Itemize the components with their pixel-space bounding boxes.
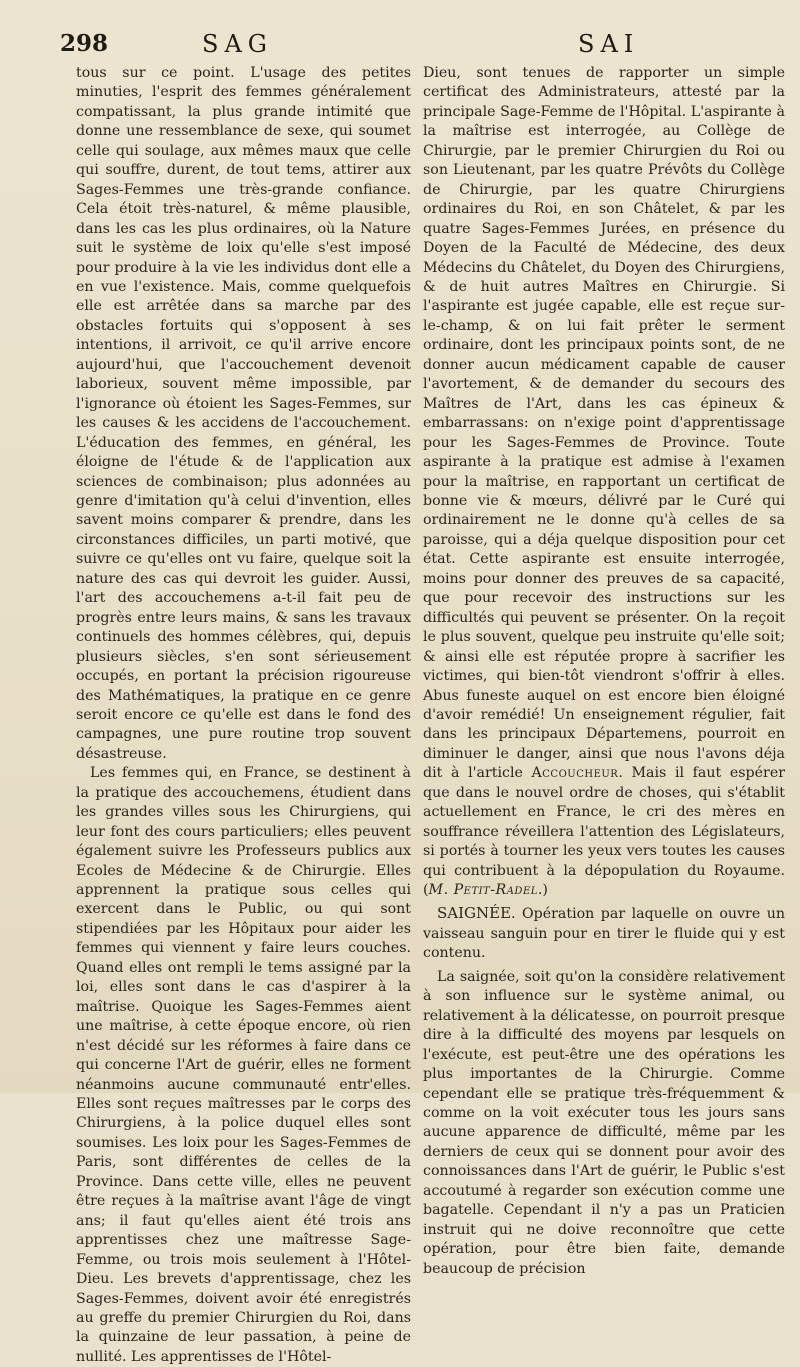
right-column [423,64,785,1277]
continuation-text: Dieu, sont tenues de rapporter un simple certificat des Administrateurs, attesté par la principale Sage-Femme de l'Hôpital. L'aspirante à la maîtrise est interrogée, au Collège de Chirurgie, par le premier Chirurgien du Roi ou son Lieutenant, par les quatre Prévôts du Collège de Chirurgie, par les quatre Chirurgiens ordinaires du Roi, en son Châtelet, & par les quatre Sages-Femmes Jurées, en présence du Doyen de la Faculté de Médecine, des deux Médecins du Châtelet, du Doyen des Chirurgiens, & de huit autres Maîtres en Chirurgie. Si l'aspirante est jugée capable, elle est reçue sur-le-champ, & on lui fait prêter le serment ordinaire, dont les principaux points sont, de ne donner aucun médicament capable de causer l'avortement, & de demander du secours des Maîtres de l'Art, dans les cas épineux & embarrassans: on n'exige point d'apprentissage pour les Sages-Femmes de Province. Toute aspirante à la pratique est admise à l'examen pour la maîtrise, en rapportant un certificat de bonne vie & mœurs, délivré par le Curé qui ordinairement ne le donne qu'à celles de sa paroisse, qui a déja quelque disposition pour cet état. Cette aspirante est ensuite interrogée, moins pour donner des preuves de sa capacité, que pour recevoir des instructions sur les difficultés qui peuvent se présenter. On la reçoit le plus souvent, quelque peu instruite qu'elle soit; & ainsi elle est réputée propre à sacrifier les victimes, qui bien-tôt viendront s'offrir à elles. Abus funeste auquel on est encore bien éloigné d'avoir remédié! Un enseignement régulier, fait dans les principaux Départemens, pourroit en diminuer le danger, ainsi que nous l'avons déja dit à l'article [423,65,785,782]
left-paragraph-2: Les femmes qui, en France, se destinent à la pratique des accouchemens, étudient dans les grandes villes sous les Chirurgiens, qui leur font des cours particuliers; elles peuvent également suivre les Professeurs publics aux Ecoles de Médecine & de Chirurgie. Elles apprennent la pratique sous celles qui exercent dans le Public, ou qui sont stipendiées par les Hôpitaux pour aider les femmes qui viennent y faire leurs couches. Quand elles ont rempli le tems assigné par la loi, elles sont dans le cas d'aspirer à la maîtrise. Quoique les Sages-Femmes aient une maîtrise, à cette époque encore, où rien n'est décidé sur les réformes à faire dans ce qui concerne l'Art de guérir, elles ne forment néanmoins aucune communauté entr'elles. Elles sont reçues maîtresses par le corps des Chirurgiens, à la police duquel elles sont soumises. Les loix pour les Sages-Femmes de Paris, sont différentes de celles de la Province. Dans cette ville, elles ne peuvent être reçues à la maîtrise avant l'âge de vingt ans; il faut qu'elles aient été trois ans apprentisses chez une maîtresse Sage-Femme, ou trois mois seulement à l'Hôtel-Dieu. Les brevets d'apprentissage, chez les Sages-Femmes, doivent avoir été enregistrés au greffe du premier Chirurgien du Roi, dans la quinzaine de leur passation, à peine de nullité. Les apprentisses de l'Hôtel- [76,765,411,1365]
column-divider [416,64,417,1064]
page-header [60,28,760,62]
page-number: 298 [60,30,109,57]
right-running-head: SAI [578,30,640,58]
cross-reference: Accoucheur [531,765,619,782]
entry-saignee [423,904,785,963]
entry-headword: SAIGNÉE [437,904,512,923]
left-column [76,64,411,1365]
left-running-head: SAG [202,30,273,58]
entry-definition: . Opération par laquelle on ouvre un vaisseau sanguin pour en tirer le fluide qui y est contenu. [423,906,785,962]
right-paragraph-final: La saignée, soit qu'on la considère relativement à son influence sur le système animal, ou relativement à la délicatesse, on pourroit presque dire à la difficulté des moyens par lesquels on l'exécute, est peut-être une des opérations les plus importantes de la Chirurgie. Comme cependant elle se pratique très-fréquemment & comme on la voit exécuter tous les jours sans aucune apparence de difficulté, même par les derniers de ceux qui se donnent pour avoir des connoissances dans l'Art de guérir, le Public s'est accoutumé à regarder son exécution comme une bagatelle. Cependant il n'y a pas un Praticien instruit qui ne doive reconnoître que cette opération, pour être bien faite, demande beaucoup de précision [423,968,785,1277]
continuation-end-text: . Mais il faut espérer que dans le nouvel ordre de choses, qui s'établit actuellement en France, le cri des mères en souffrance réveillera l'attention des Législateurs, si portés à tourner les yeux vers toutes les causes qui contribuent à la dépopulation du Royaume. ( [423,765,785,899]
author-signature: M. Petit-Radel [428,882,538,899]
author-close: .) [537,882,548,899]
right-paragraph-continuation [423,64,785,900]
left-paragraph-1: tous sur ce point. L'usage des petites minuties, l'esprit des femmes généralement compatissant, la plus grande intimité que donne une ressemblance de sexe, qui soumet celle qui soulage, aux mêmes maux que celle qui souffre, durent, de tout tems, attirer aux Sages-Femmes une très-grande confiance. Cela étoit très-naturel, & même plausible, dans les cas les plus ordinaires, où la Nature suit le système de loix qu'elle s'est imposé pour produire à la vie les individus dont elle a en vue l'existence. Mais, comme quelquefois elle est arrêtée dans sa marche par des obstacles fortuits qui s'opposent à ses intentions, il arrivoit, ce qu'il arrive encore aujourd'hui, que l'accouchement devenoit laborieux, souvent même impossible, par l'ignorance où étoient les Sages-Femmes, sur les causes & les accidens de l'accouchement. L'éducation des femmes, en général, les éloigne de l'étude & de l'application aux sciences de combinaison; plus adonnées au genre d'imitation qu'à celui d'invention, elles savent moins comparer & prendre, dans les circonstances difficiles, un parti motivé, que suivre ce qu'elles ont vu faire, quelque soit la nature des cas qui devroit les guider. Aussi, l'art des accouchemens a-t-il fait peu de progrès entre leurs mains, & sans les travaux continuels des hommes célèbres, qui, depuis plusieurs siècles, s'en sont sérieusement occupés, en portant la précision rigoureuse des Mathématiques, la pratique en ce genre seroit encore ce qu'elle est dans le fond des campagnes, une pure routine trop souvent désastreuse. [76,65,411,762]
